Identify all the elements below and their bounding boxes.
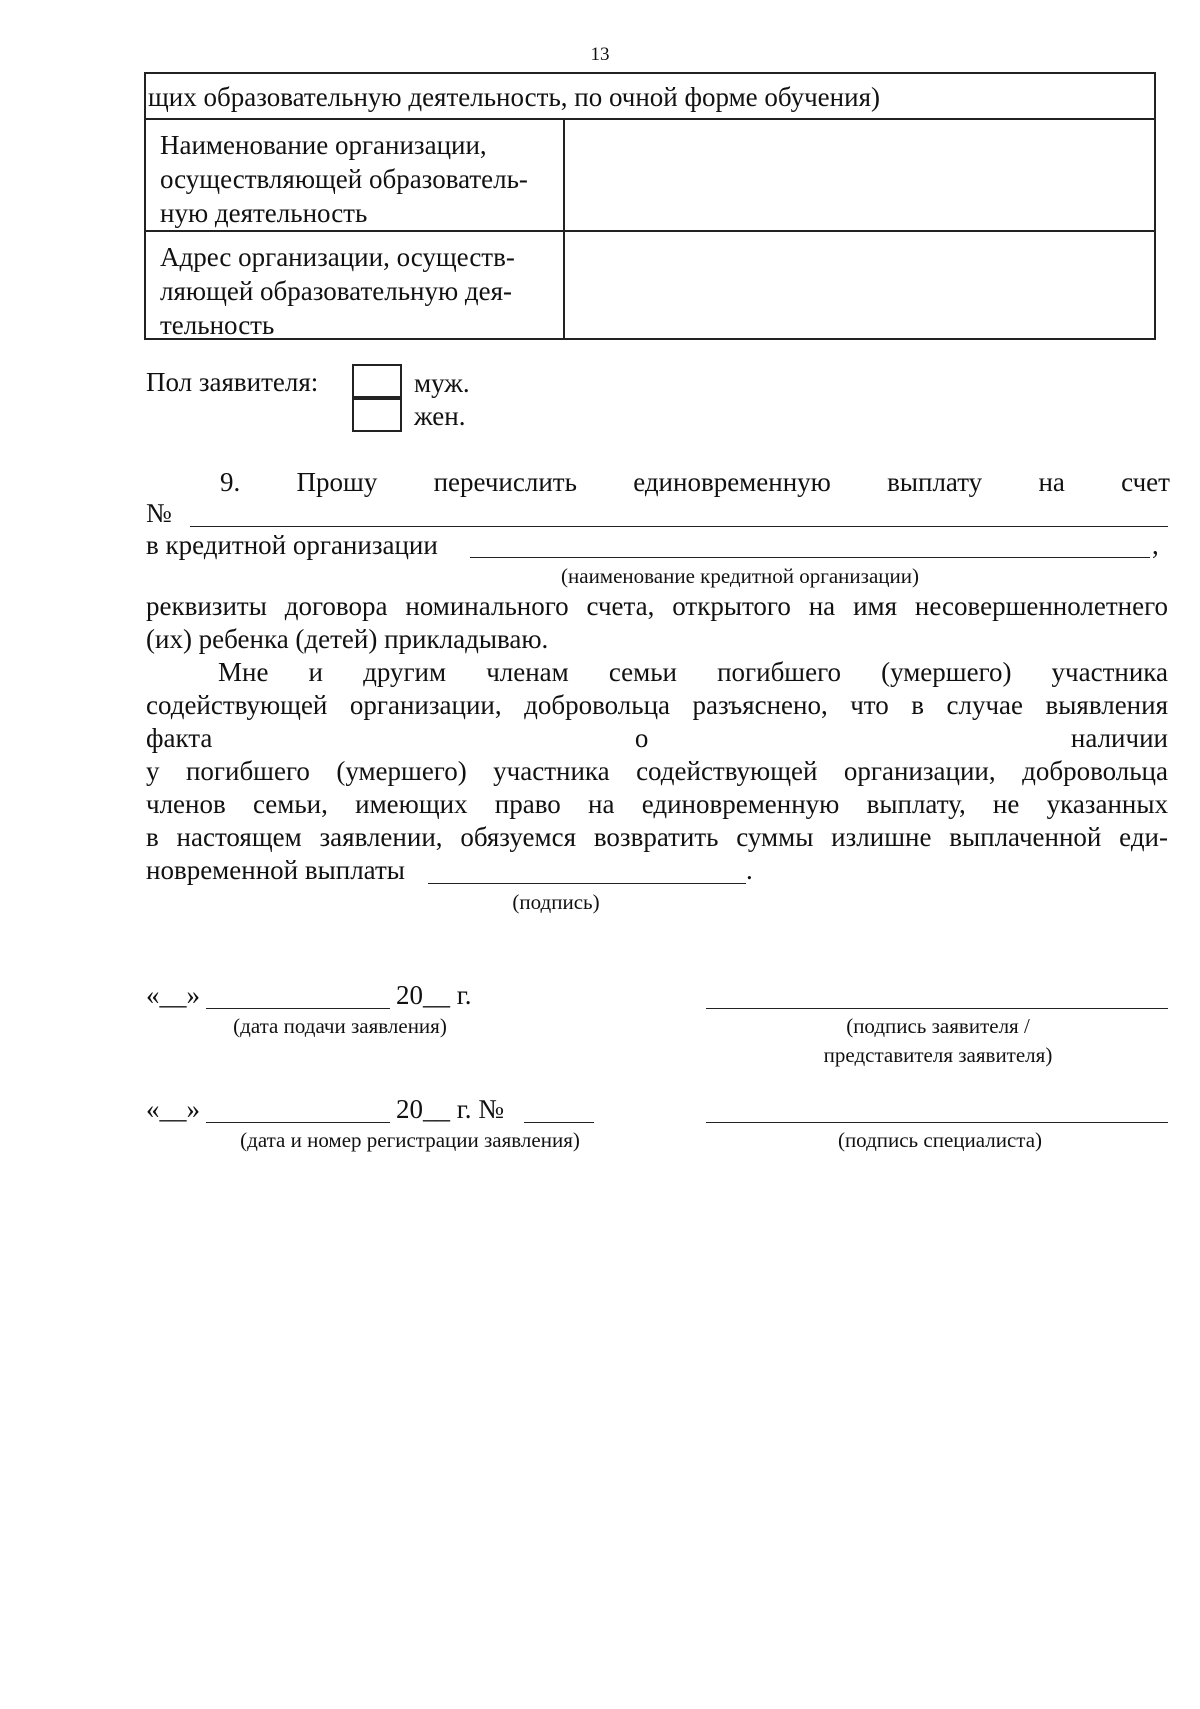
registration-number-field[interactable] [524, 1122, 594, 1123]
item-number: 9. [220, 467, 241, 497]
organization-table [144, 72, 1156, 340]
obligation-line: содействующей организации, добровольца разъяснено, что в случае выявления [146, 690, 1168, 720]
account-number-field[interactable] [190, 526, 1168, 527]
table-row [146, 120, 1154, 232]
word: выплату [887, 467, 983, 497]
submission-month-field[interactable] [206, 1008, 390, 1009]
organization-address-field[interactable] [565, 232, 1154, 338]
registration-date-caption: (дата и номер регистрации заявления) [240, 1128, 580, 1152]
submission-year: 20__ г. [396, 980, 472, 1010]
registration-year: 20__ г. № [396, 1094, 505, 1124]
label-line: ляющей образовательную дея- [160, 276, 513, 306]
registration-month-field[interactable] [206, 1122, 390, 1123]
obligation-line: в настоящем заявлении, обязуемся возвратить суммы излишне выплаченной еди- [146, 822, 1168, 852]
gender-male-label: муж. [414, 368, 470, 398]
registration-day-field[interactable]: «__» [146, 1094, 200, 1124]
obligation-signature-caption: (подпись) [512, 890, 600, 914]
obligation-period: . [746, 855, 753, 885]
bank-name-field[interactable] [470, 557, 1150, 558]
requisites-line: реквизиты договора номинального счета, открытого на имя несовершеннолетнего [146, 591, 1168, 621]
word: на [1038, 467, 1065, 497]
gender-female-label: жен. [414, 401, 466, 431]
applicant-signature-caption [760, 1014, 1116, 1068]
bank-caption: (наименование кредитной организации) [561, 564, 919, 588]
obligation-signature-field[interactable] [428, 883, 746, 884]
obligation-last-line: новременной выплаты [146, 855, 405, 885]
label-line: ную деятельность [160, 198, 368, 228]
obligation-line: членов семьи, имеющих право на единовременную выплату, не указанных [146, 789, 1168, 819]
obligation-line: у погибшего (умершего) участника содействующей организации, добровольца [146, 756, 1168, 786]
label-line: тельность [160, 310, 275, 340]
account-number-label: № [146, 498, 172, 528]
organization-address-label [160, 240, 560, 342]
table-row [146, 232, 1154, 338]
label-line: Наименование организации, [160, 130, 487, 160]
organization-name-field[interactable] [565, 120, 1154, 230]
page-number: 13 [590, 44, 610, 65]
obligation-line: факта о наличии [146, 723, 1168, 753]
requisites-line: (их) ребенка (детей) прикладываю. [146, 624, 549, 654]
specialist-signature-caption: (подпись специалиста) [837, 1128, 1043, 1152]
word: единовременную [633, 467, 831, 497]
caption-line: представителя заявителя) [823, 1043, 1053, 1067]
specialist-signature-field[interactable] [706, 1122, 1168, 1123]
submission-date-caption: (дата подачи заявления) [233, 1014, 447, 1038]
label-line: осуществляющей образователь- [160, 164, 528, 194]
gender-label: Пол заявителя: [146, 367, 319, 397]
label-line: Адрес организации, осуществ- [160, 242, 515, 272]
bank-label: в кредитной организации [146, 530, 438, 560]
bank-comma: , [1152, 530, 1159, 560]
gender-male-checkbox[interactable] [352, 364, 402, 398]
submission-day-field[interactable]: «__» [146, 980, 200, 1010]
table-header-row: щих образовательную деятельность, по очной форме обучения) [146, 74, 1154, 120]
applicant-signature-field[interactable] [706, 1008, 1168, 1009]
organization-name-label [160, 128, 560, 230]
obligation-line: Мне и другим членам семьи погибшего (умершего) участника [218, 657, 1168, 687]
word: перечислить [433, 467, 577, 497]
word: Прошу [296, 467, 378, 497]
payment-request-line [146, 467, 1170, 498]
word: счет [1121, 467, 1170, 497]
caption-line: (подпись заявителя / [846, 1014, 1030, 1038]
gender-female-checkbox[interactable] [352, 398, 402, 432]
